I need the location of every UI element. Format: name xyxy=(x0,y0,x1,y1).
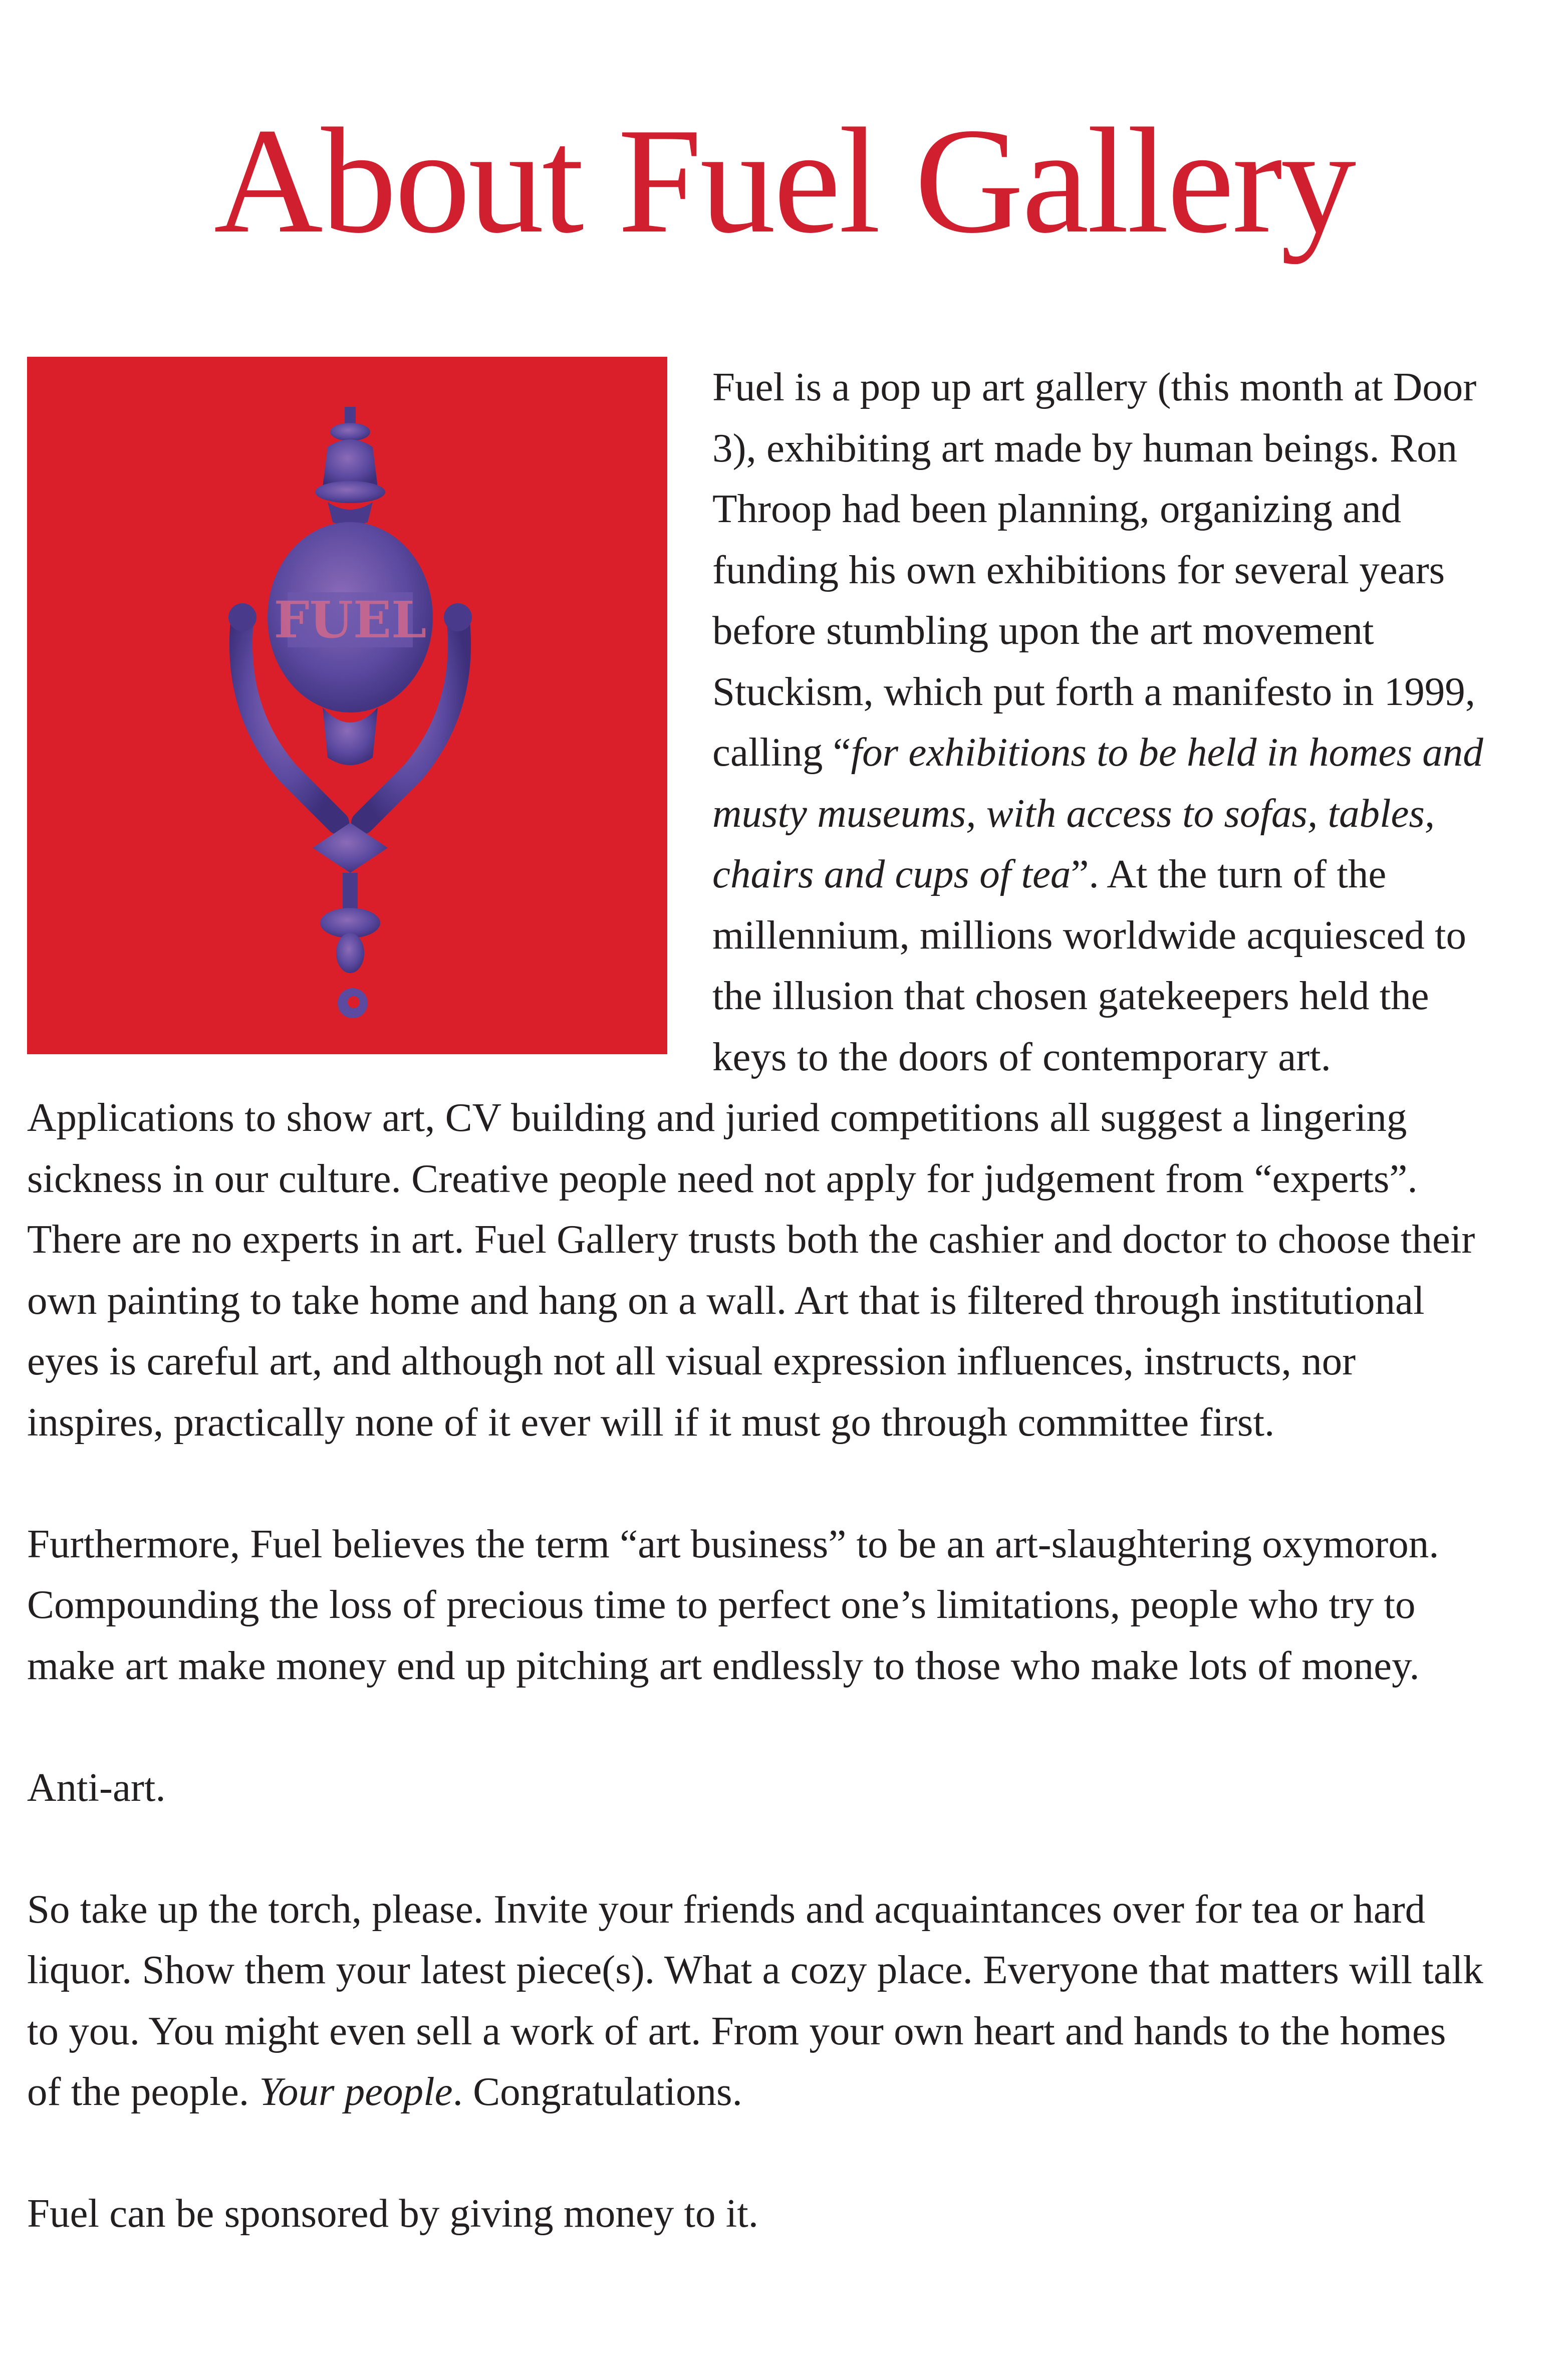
stuckism-quote: for exhibitions to be held in homes and musty museums, with access to sofas, tables, chairs and cups of tea xyxy=(712,730,1483,896)
svg-text:FUEL: FUEL xyxy=(274,590,427,649)
paragraph-call-to-action: So take up the torch, please. Invite your friends and acquaintances over for tea or hard liquor. Show them your latest piece(s). What a cozy place. Everyone that matters will talk to you. You might even sell a work of art. From your own heart and hands to the homes of the people. Your people. Congratulations. xyxy=(27,1886,1483,2114)
page-title: About Fuel Gallery xyxy=(213,97,1355,265)
paragraph-sponsorship: Fuel can be sponsored by giving money to it. xyxy=(27,2191,759,2236)
fuel-door-knocker-image xyxy=(27,357,667,1054)
door-knocker-icon xyxy=(27,357,667,1054)
paragraph-intro: Fuel is a pop up art gallery (this month at Door 3), exhibiting art made by human beings. Ron Throop had been planning, organizing and funding his own exhibitions for several years before stumbling upon the art movement Stuckism, which put forth a manifesto in 1999, calling “for exhibitions to be held in homes and musty museums, with access to sofas, tables, chairs and cups of tea”. At the turn of the millennium, millions worldwide acquiesced to the illusion that chosen gatekeepers held the keys to the doors of contemporary art. Applications to show art, CV building and juried competitions all suggest a lingering sickness in our culture. Creative people need not apply for judgement from “experts”. There are no experts in art. Fuel Gallery trusts both the cashier and doctor to choose their own painting to take home and hang on a wall. Art that is filtered through institutional eyes is careful art, and although not all visual expression influences, instructs, nor inspires, practically none of it ever will if it must go through committee first. xyxy=(27,364,1483,1445)
paragraph-anti-art: Anti-art. xyxy=(27,1764,166,1810)
paragraph-art-business: Furthermore, Fuel believes the term “art business” to be an art-slaughtering oxymoron. Compounding the loss of precious time to perfect one’s limitations, people who try to make art make money end up pitching art endlessly to those who make lots of money. xyxy=(27,1521,1439,1688)
about-article xyxy=(27,357,1490,2305)
